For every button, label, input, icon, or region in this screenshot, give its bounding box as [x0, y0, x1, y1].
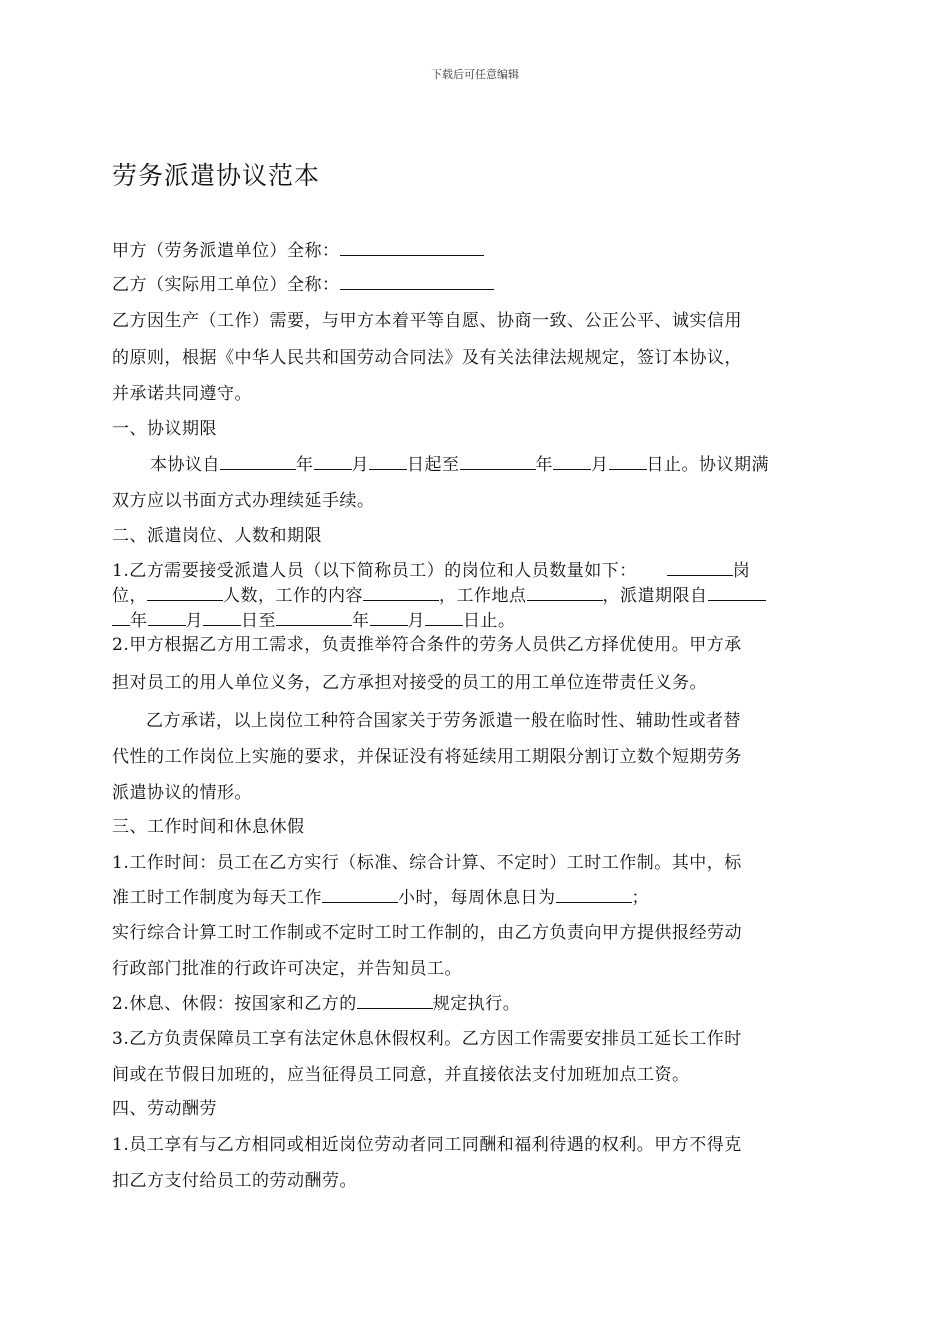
promise-line: 乙方承诺，以上岗位工种符合国家关于劳务派遣一般在临时性、辅助性或者替 [146, 711, 741, 731]
headcount-blank[interactable] [147, 586, 223, 601]
start-month-blank[interactable] [314, 455, 352, 470]
positions-line: 1.乙方需要接受派遣人员（以下简称员工）的岗位和人员数量如下： 岗 [112, 561, 751, 581]
document-title: 劳务派遣协议范本 [112, 161, 321, 190]
job-content-blank[interactable] [363, 586, 439, 601]
party-a-blank[interactable] [340, 241, 484, 256]
section-heading: 四、劳动酬劳 [112, 1099, 217, 1119]
hours-line: 准工时工作制度为每天工作 小时，每周休息日为 ； [112, 888, 649, 908]
positions-line: 位， 人数，工作的内容 ，工作地点 ，派遣期限自 [112, 581, 812, 606]
party-b-line [112, 270, 812, 295]
preamble-line: 并承诺共同遵守。 [112, 384, 252, 404]
section-heading: 一、协议期限 [112, 419, 217, 439]
promise-line: 派遣协议的情形。 [112, 783, 252, 803]
rest-day-blank[interactable] [556, 888, 632, 903]
positions-line: 年 月 日至 年 月 日止。 [112, 606, 812, 631]
party-a-label: 甲方（劳务派遣单位）全称： [112, 241, 340, 261]
dispatch-end-month-blank[interactable] [370, 611, 408, 626]
dispatch-start-year-blank[interactable] [112, 611, 130, 626]
work-location-blank[interactable] [527, 586, 603, 601]
end-year-blank[interactable] [460, 455, 536, 470]
clause-line: 扣乙方支付给员工的劳动酬劳。 [112, 1171, 357, 1191]
clause-line: 担对员工的用人单位义务，乙方承担对接受的员工的用工单位连带责任义务。 [112, 673, 707, 693]
dispatch-end-day-blank[interactable] [425, 611, 463, 626]
section-heading: 二、派遣岗位、人数和期限 [112, 526, 322, 546]
term-line: 本协议自 年 月 日起至 年 月 日止。协议期满 [150, 455, 769, 475]
header-note: 下载后可任意编辑 [431, 68, 519, 81]
clause-line: 间或在节假日加班的，应当征得员工同意，并直接依法支付加班加点工资。 [112, 1065, 690, 1085]
preamble-line: 的原则，根据《中华人民共和国劳动合同法》及有关法律法规规定，签订本协议， [112, 348, 742, 368]
preamble-line: 乙方因生产（工作）需要，与甲方本着平等自愿、协商一致、公正公平、诚实信用 [112, 311, 742, 331]
term-line: 双方应以书面方式办理续延手续。 [112, 491, 375, 511]
end-month-blank[interactable] [553, 455, 591, 470]
start-year-blank[interactable] [220, 455, 296, 470]
clause-line: 实行综合计算工时工作制或不定时工时工作制的，由乙方负责向甲方提供报经劳动 [112, 923, 742, 943]
start-day-blank[interactable] [369, 455, 407, 470]
clause-line: 3.乙方负责保障员工享有法定休息休假权利。乙方因工作需要安排员工延长工作时 [112, 1029, 742, 1049]
clause-line: 1.员工享有与乙方相同或相近岗位劳动者同工同酬和福利待遇的权利。甲方不得克 [112, 1135, 742, 1155]
position-blank[interactable] [667, 561, 733, 576]
daily-hours-blank[interactable] [322, 888, 398, 903]
promise-line: 代性的工作岗位上实施的要求，并保证没有将延续用工期限分割订立数个短期劳务 [112, 747, 742, 767]
dispatch-start-blank[interactable] [708, 586, 766, 601]
rest-line: 2.休息、休假：按国家和乙方的 规定执行。 [112, 994, 521, 1014]
end-day-blank[interactable] [609, 455, 647, 470]
section-heading: 三、工作时间和休息休假 [112, 817, 305, 837]
dispatch-start-day-blank[interactable] [203, 611, 241, 626]
dispatch-start-month-blank[interactable] [148, 611, 186, 626]
party-a-line [112, 236, 812, 261]
party-b-blank[interactable] [340, 275, 494, 290]
clause-line: 1.工作时间：员工在乙方实行（标准、综合计算、不定时）工时工作制。其中，标 [112, 853, 742, 873]
dispatch-end-year-blank[interactable] [276, 611, 352, 626]
rest-rules-blank[interactable] [357, 994, 433, 1009]
clause-line: 2.甲方根据乙方用工需求，负责推举符合条件的劳务人员供乙方择优使用。甲方承 [112, 635, 742, 655]
party-b-label: 乙方（实际用工单位）全称： [112, 275, 340, 295]
clause-line: 行政部门批准的行政许可决定，并告知员工。 [112, 959, 462, 979]
